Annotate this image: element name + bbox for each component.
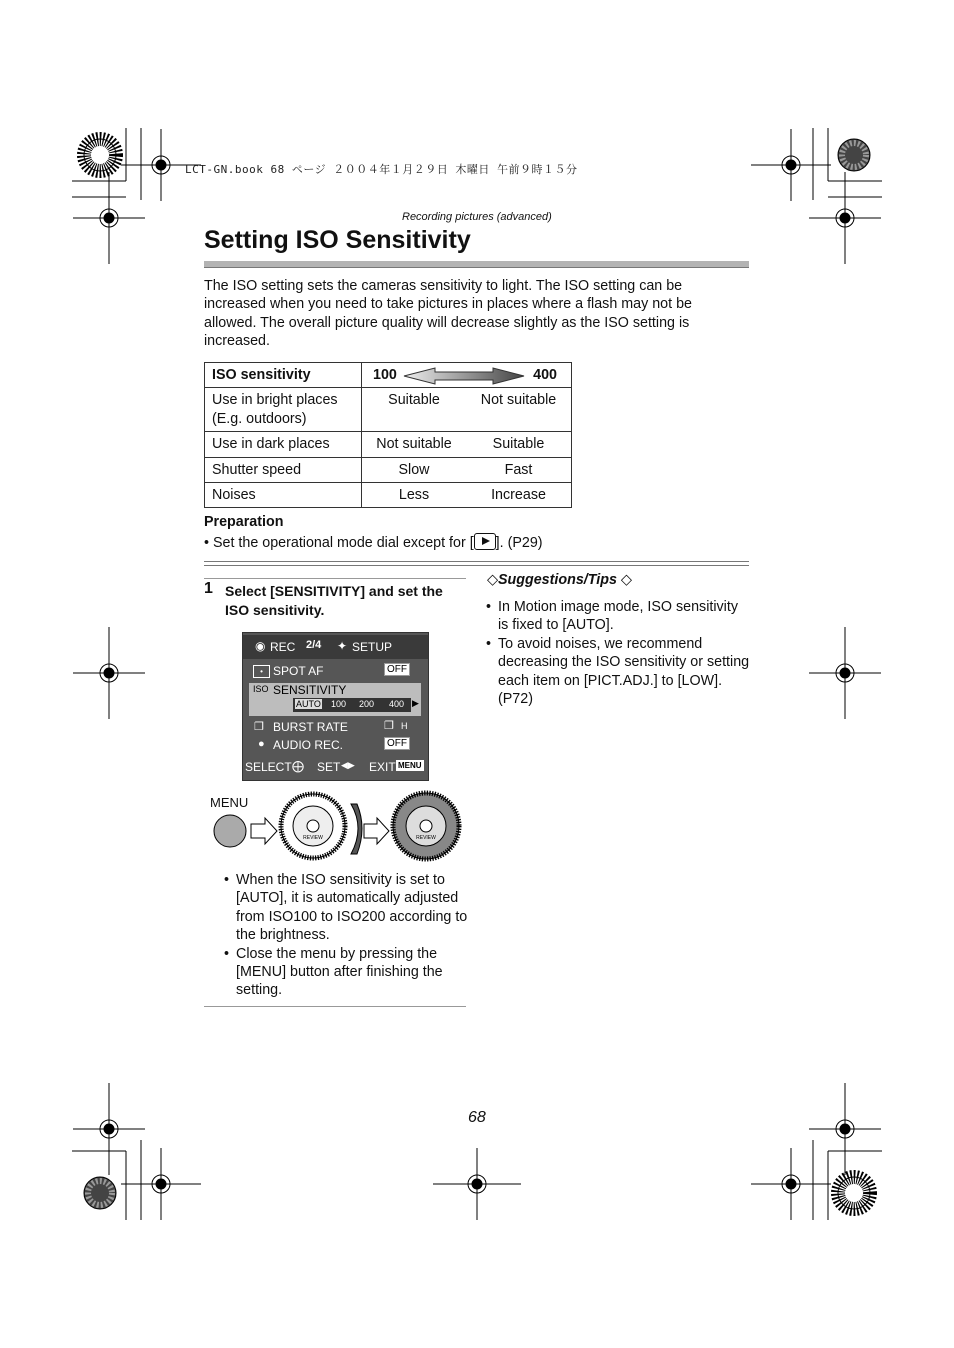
table-cell-high: Suitable <box>466 432 572 457</box>
cursor-dial-icon <box>281 794 345 858</box>
list-item: • To avoid noises, we recommend decreasing the ISO sensitivity or setting each item on [PICT.ADJ.] to [LOW]. (P72) <box>486 635 750 709</box>
iso-option-auto: AUTO <box>296 699 321 709</box>
microphone-icon: ● <box>258 738 265 750</box>
preparation-text-after: ]. (P29) <box>495 535 543 551</box>
lcd-audio-value: OFF <box>384 737 410 750</box>
iso-option-100: 100 <box>331 699 347 709</box>
arrow-right-icon: ▶ <box>412 698 419 708</box>
table-cell-high: Fast <box>466 457 572 482</box>
review-label: REVIEW <box>303 835 323 841</box>
section-divider <box>204 561 749 566</box>
menu-button-icon <box>214 815 246 847</box>
arrow-right-icon <box>251 818 277 844</box>
playback-icon <box>474 533 496 550</box>
tips-heading <box>487 572 632 588</box>
burst-icon: ❐ <box>254 721 264 733</box>
menu-button-label: MENU <box>210 795 249 810</box>
setup-wrench-icon: ✦ <box>337 639 348 653</box>
step-number: 1 <box>204 580 213 597</box>
table-cell-low: Slow <box>362 457 467 482</box>
preparation-item: • Set the operational mode dial except for [ ]. (P29) <box>204 535 543 551</box>
table-header-label: ISO sensitivity <box>205 363 362 388</box>
tips-list <box>486 598 750 708</box>
cursor-dial-pressed-icon <box>393 793 459 859</box>
lcd-sensitivity: SENSITIVITY <box>273 683 347 697</box>
table-cell-high: Not suitable <box>466 388 572 432</box>
page-title: Setting ISO Sensitivity <box>204 226 471 254</box>
spot-af-icon: • <box>253 665 270 678</box>
lcd-exit: EXIT <box>369 760 396 774</box>
step-instruction: Select [SENSITIVITY] and set the ISO sensitivity. <box>225 583 443 618</box>
table-row <box>205 432 572 457</box>
burst-mode-icon: ❐ <box>384 720 394 732</box>
lcd-tab-bar <box>243 635 428 659</box>
lcd-burst-value: H <box>401 721 408 731</box>
preparation-text-before: Set the operational mode dial except for [ <box>212 535 474 551</box>
table-row <box>205 457 572 482</box>
lcd-select: SELECT <box>245 760 292 774</box>
lcd-page: 2/4 <box>306 639 322 651</box>
iso-option-400: 400 <box>389 699 405 709</box>
diamond-icon: ◇ <box>487 572 498 588</box>
table-header-row <box>205 363 572 388</box>
lcd-row-sensitivity <box>249 683 421 716</box>
table-row <box>205 388 572 432</box>
review-label: REVIEW <box>416 835 436 841</box>
iso-high-label: 400 <box>533 367 557 383</box>
left-right-icon: ◀▶ <box>341 760 355 770</box>
list-item: • Close the menu by pressing the [MENU] button after finishing the setting. <box>224 945 468 1000</box>
menu-badge: MENU <box>398 761 422 770</box>
diamond-icon: ◇ <box>620 572 632 588</box>
iso-options-bar <box>293 698 411 712</box>
lcd-rec-tab: REC <box>270 640 296 654</box>
lcd-footer <box>243 757 428 779</box>
preparation-title: Preparation <box>204 514 284 530</box>
title-underline <box>204 261 749 268</box>
step-top-rule <box>204 578 466 579</box>
table-row-label: Use in dark places <box>205 432 362 457</box>
turn-arrow-icon <box>351 804 362 854</box>
range-arrow-icon <box>403 366 525 386</box>
list-item: • When the ISO sensitivity is set to [AUTO], it is automatically adjusted from ISO100 to ISO200 according to the brightness. <box>224 871 468 945</box>
step-notes <box>224 871 468 1000</box>
table-row-label: Use in bright places (E.g. outdoors) <box>205 388 362 432</box>
lcd-audio-rec: AUDIO REC. <box>273 738 344 752</box>
lcd-setup-tab: SETUP <box>352 640 393 654</box>
lcd-row-spot-af <box>243 661 428 681</box>
table-cell-low: Less <box>362 483 467 508</box>
iso-table <box>204 362 572 508</box>
table-cell-low: Suitable <box>362 388 467 432</box>
intro-paragraph: The ISO setting sets the cameras sensitivity to light. The ISO setting can be increased when you need to take pictures in places where a flash may not be allowed. The overall picture quality will decrease slightly as the ISO setting is increased. <box>204 278 692 350</box>
table-cell-high: Increase <box>466 483 572 508</box>
page-number: 68 <box>468 1109 486 1126</box>
camera-menu-screen <box>242 632 429 781</box>
lcd-row-audio <box>243 735 428 755</box>
tips-title-text: Suggestions/Tips <box>498 572 617 588</box>
lcd-burst-rate: BURST RATE <box>273 720 348 734</box>
arrow-right-icon <box>364 818 389 844</box>
table-row-label: Noises <box>205 483 362 508</box>
table-header-range <box>362 363 572 388</box>
lcd-spot-af-value: OFF <box>384 663 410 676</box>
camera-icon: ◉ <box>255 639 266 653</box>
button-diagram <box>205 788 470 864</box>
printer-slug: LCT-GN.book 68 ページ ２００４年１月２９日 木曜日 午前９時１５分 <box>185 163 578 176</box>
lcd-set: SET <box>317 760 341 774</box>
list-item: • In Motion image mode, ISO sensitivity is fixed to [AUTO]. <box>486 598 750 635</box>
lcd-iso-prefix: ISO <box>253 684 269 694</box>
section-label: Recording pictures (advanced) <box>402 211 552 223</box>
step-bottom-rule <box>204 1006 466 1007</box>
iso-option-200: 200 <box>359 699 375 709</box>
lcd-spot-af: SPOT AF <box>273 664 324 678</box>
lcd-row-burst <box>243 717 428 737</box>
table-row-label: Shutter speed <box>205 457 362 482</box>
table-cell-low: Not suitable <box>362 432 467 457</box>
dpad-icon: ⨁ <box>292 759 304 773</box>
table-row <box>205 483 572 508</box>
iso-low-label: 100 <box>373 367 397 383</box>
